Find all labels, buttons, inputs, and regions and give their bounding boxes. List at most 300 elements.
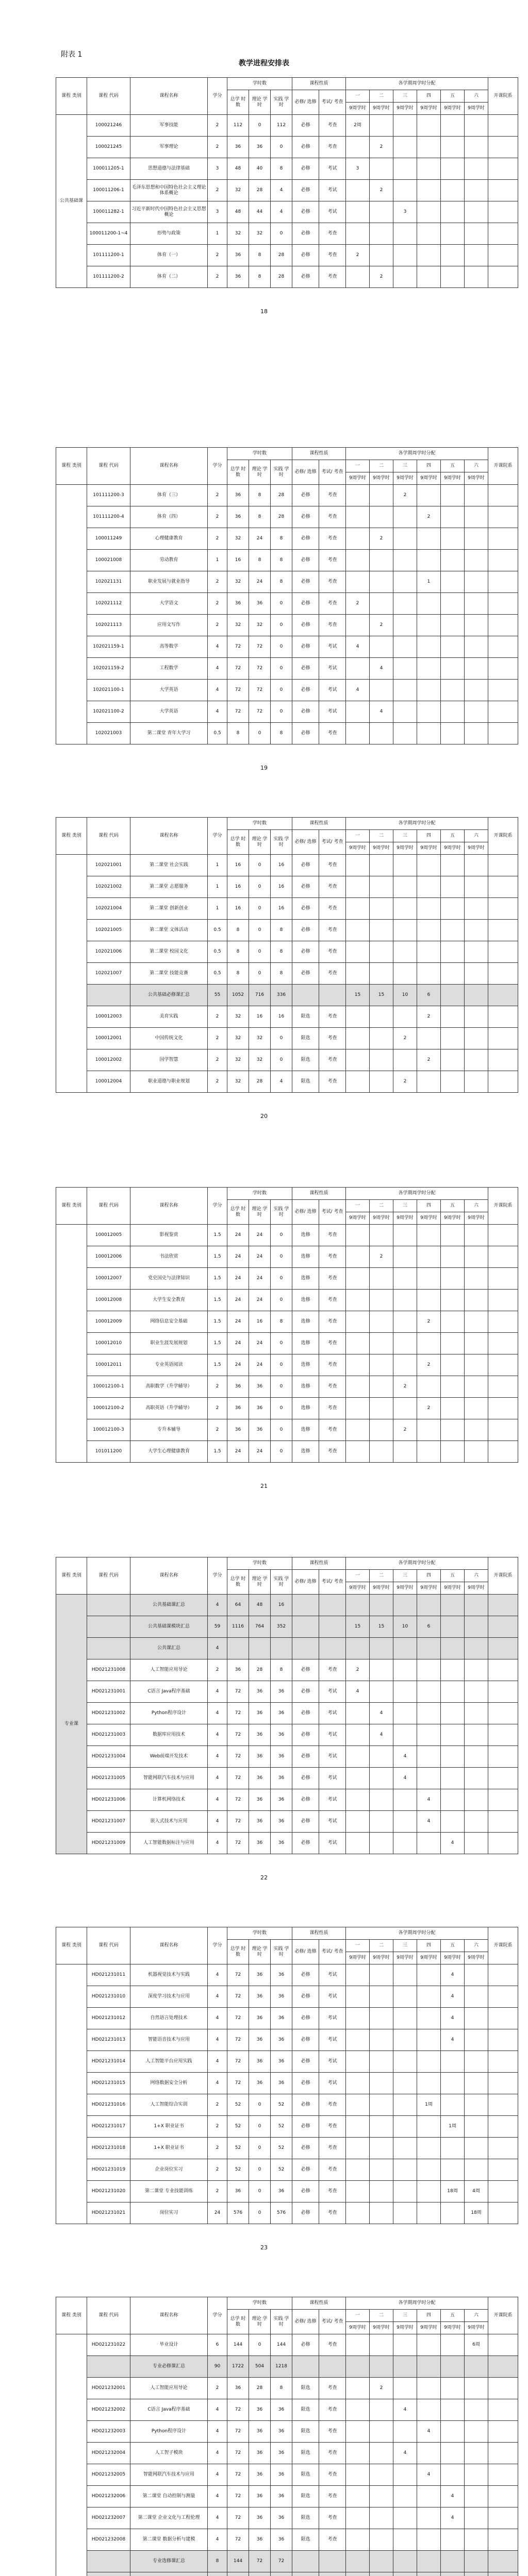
required-cell: 必修 (292, 2181, 319, 2202)
category-cell (56, 1964, 87, 2224)
semester-hours-cell (346, 2421, 370, 2443)
semester-hours-cell (465, 855, 488, 876)
theory-hours-cell: 72 (249, 680, 271, 701)
semester-hours-cell (417, 2159, 441, 2181)
semester-hours-cell (393, 115, 417, 137)
semester-hours-cell (346, 1833, 370, 1854)
remarks-cell (488, 680, 518, 701)
remarks-cell (488, 593, 518, 615)
semester-hours-cell (441, 941, 465, 963)
table-row (56, 1354, 518, 1376)
col-header-week-label: 9周学时 (393, 1212, 417, 1225)
course-code-cell: 102021002 (87, 876, 130, 898)
table-row (56, 2551, 518, 2572)
total-hours-cell: 36 (227, 1376, 249, 1398)
semester-hours-cell (346, 1049, 370, 1071)
semester-hours-cell (417, 658, 441, 680)
semester-hours-cell (465, 2073, 488, 2094)
theory-hours-cell: 36 (249, 1398, 271, 1419)
semester-hours-cell (417, 115, 441, 137)
course-code-cell: HD021232004 (87, 2443, 130, 2464)
table-row (56, 1028, 518, 1049)
credit-cell: 2 (208, 115, 227, 137)
practice-hours-cell: 8 (271, 2378, 292, 2399)
col-header-semester-number: 四 (417, 460, 441, 472)
theory-hours-cell: 0 (249, 898, 271, 920)
semester-hours-cell (465, 2486, 488, 2507)
semester-hours-cell (346, 1268, 370, 1290)
col-header-theory: 理论 学时 (249, 2310, 271, 2334)
exam-cell: 考试 (319, 2073, 346, 2094)
course-name-cell: Python程序设计 (130, 2421, 208, 2443)
semester-hours-cell (417, 2138, 441, 2159)
semester-hours-cell (417, 963, 441, 985)
required-cell (292, 2551, 319, 2572)
semester-hours-cell (370, 245, 393, 266)
credit-cell: 3 (208, 158, 227, 180)
practice-hours-cell: 36 (271, 2399, 292, 2421)
credit-cell: 59 (208, 1616, 227, 1638)
col-header-semester-number: 三 (393, 1570, 417, 1582)
semester-hours-cell: 2 (370, 615, 393, 636)
semester-hours-cell (393, 855, 417, 876)
course-code-cell: 100012004 (87, 1071, 130, 1093)
semester-hours-cell (465, 920, 488, 941)
total-hours-cell: 36 (227, 506, 249, 528)
remarks-cell (488, 1659, 518, 1681)
credit-cell: 2 (208, 2378, 227, 2399)
col-header-name: 课程名称 (130, 818, 208, 855)
practice-hours-cell: 52 (271, 2116, 292, 2138)
semester-hours-cell (393, 1049, 417, 1071)
credit-cell: 4 (208, 680, 227, 701)
col-header-week-label: 9周学时 (346, 1582, 370, 1595)
remarks-cell (488, 2094, 518, 2116)
table-row (56, 1311, 518, 1333)
semester-hours-cell (370, 2356, 393, 2378)
course-code-cell (87, 1595, 130, 1616)
col-header-week-label: 9周学时 (370, 1952, 393, 1964)
exam-cell: 考试 (319, 636, 346, 658)
course-code-cell: 100012100-1 (87, 1376, 130, 1398)
semester-hours-cell: 15 (370, 1616, 393, 1638)
credit-cell: 4 (208, 2051, 227, 2073)
table-row (56, 1986, 518, 2008)
exam-cell: 考试 (319, 2029, 346, 2051)
semester-hours-cell (465, 2464, 488, 2486)
theory-hours-cell: 16 (249, 1006, 271, 1028)
table-row (56, 1246, 518, 1268)
theory-hours-cell: 0 (249, 2334, 271, 2356)
semester-hours-cell (346, 137, 370, 158)
course-name-cell: 专业选修课汇总 (130, 2551, 208, 2572)
col-header-exam: 考试/ 考查 (319, 830, 346, 855)
remarks-cell (488, 2529, 518, 2551)
table-row (56, 2464, 518, 2486)
course-name-cell: 自然语言处理技术 (130, 2008, 208, 2029)
col-header-type: 课程性质 (292, 1188, 346, 1200)
semester-hours-cell (465, 1071, 488, 1093)
page-number: 18 (260, 308, 268, 315)
practice-hours-cell: 36 (271, 1833, 292, 1854)
theory-hours-cell: 24 (249, 1354, 271, 1376)
semester-hours-cell (393, 876, 417, 898)
course-code-cell: 100012001 (87, 1028, 130, 1049)
col-header-category: 课程 类别 (56, 448, 87, 485)
practice-hours-cell: 36 (271, 2421, 292, 2443)
required-cell: 必修 (292, 1659, 319, 1681)
credit-cell: 1 (208, 898, 227, 920)
remarks-cell (488, 137, 518, 158)
remarks-cell (488, 2551, 518, 2572)
exam-cell: 考查 (319, 2399, 346, 2421)
remarks-cell (488, 180, 518, 201)
course-name-cell: 人工智能应用导论 (130, 1659, 208, 1681)
course-name-cell: C语言 Java程序基础 (130, 1681, 208, 1703)
semester-hours-cell (441, 680, 465, 701)
col-header-semester-number: 一 (346, 830, 370, 842)
semester-hours-cell (370, 1638, 393, 1659)
credit-cell: 0.5 (208, 723, 227, 744)
practice-hours-cell: 36 (271, 2529, 292, 2551)
remarks-cell (488, 1703, 518, 1724)
required-cell: 必修 (292, 2073, 319, 2094)
semester-hours-cell (441, 571, 465, 593)
document-header (0, 0, 528, 72)
course-name-cell: 第二课堂 数据分析与建模 (130, 2529, 208, 2551)
required-cell: 必修 (292, 1789, 319, 1811)
total-hours-cell: 32 (227, 1028, 249, 1049)
semester-hours-cell (441, 1746, 465, 1768)
course-code-cell: HD021231022 (87, 2334, 130, 2356)
semester-hours-cell (393, 158, 417, 180)
semester-hours-cell (393, 1311, 417, 1333)
semester-hours-cell (370, 1028, 393, 1049)
col-header-week-label: 9周学时 (441, 2322, 465, 2334)
course-code-cell: 101111200-4 (87, 506, 130, 528)
required-cell: 必修 (292, 1724, 319, 1746)
required-cell: 必修 (292, 1964, 319, 1986)
theory-hours-cell: 72 (249, 658, 271, 680)
semester-hours-cell (465, 266, 488, 288)
semester-hours-cell (417, 2356, 441, 2378)
semester-hours-cell (370, 1398, 393, 1419)
table-row (56, 1703, 518, 1724)
col-header-semester-number: 六 (465, 460, 488, 472)
col-header-type: 课程性质 (292, 818, 346, 830)
remarks-cell (488, 2029, 518, 2051)
semester-hours-cell (370, 1071, 393, 1093)
semester-hours-cell (441, 1268, 465, 1290)
total-hours-cell: 24 (227, 1333, 249, 1354)
exam-cell: 考查 (319, 2334, 346, 2356)
schedule-page (56, 1557, 513, 1854)
semester-hours-cell (393, 1703, 417, 1724)
col-header-semesters: 各学期周学时分配 (346, 448, 488, 460)
exam-cell: 考试 (319, 680, 346, 701)
remarks-cell (488, 2138, 518, 2159)
required-cell (292, 2572, 319, 2576)
semester-hours-cell (441, 2073, 465, 2094)
exam-cell: 考查 (319, 1659, 346, 1681)
semester-hours-cell (441, 898, 465, 920)
col-header-week-label: 9周学时 (346, 1952, 370, 1964)
semester-hours-cell (393, 2008, 417, 2029)
exam-cell: 考查 (319, 1311, 346, 1333)
required-cell: 必修 (292, 593, 319, 615)
semester-hours-cell (346, 963, 370, 985)
semester-hours-cell (393, 1789, 417, 1811)
semester-hours-cell (465, 2443, 488, 2464)
col-header-type: 课程性质 (292, 78, 346, 90)
practice-hours-cell: 352 (271, 1616, 292, 1638)
semester-hours-cell (441, 528, 465, 550)
semester-hours-cell (441, 1724, 465, 1746)
col-header-required: 必修/ 选修 (292, 2310, 319, 2334)
semester-hours-cell (417, 1724, 441, 1746)
semester-hours-cell: 4 (346, 680, 370, 701)
col-header-week-label: 9周学时 (346, 1212, 370, 1225)
theory-hours-cell: 0 (249, 855, 271, 876)
semester-hours-cell (346, 723, 370, 744)
semester-hours-cell: 2 (370, 1246, 393, 1268)
theory-hours-cell: 0 (249, 2202, 271, 2224)
semester-hours-cell (370, 485, 393, 506)
course-name-cell: Python程序设计 (130, 1703, 208, 1724)
theory-hours-cell: 0 (249, 941, 271, 963)
semester-hours-cell (393, 701, 417, 723)
semester-hours-cell (441, 615, 465, 636)
course-name-cell: 公共基础课模块汇总 (130, 1616, 208, 1638)
col-header-total: 总学 时数 (227, 90, 249, 115)
col-header-semesters: 各学期周学时分配 (346, 2297, 488, 2310)
semester-hours-cell (441, 1071, 465, 1093)
semester-hours-cell (441, 2094, 465, 2116)
semester-hours-cell (465, 2094, 488, 2116)
col-header-required: 必修/ 选修 (292, 90, 319, 115)
semester-hours-cell (346, 1986, 370, 2008)
table-row (56, 2029, 518, 2051)
col-header-week-label: 9周学时 (465, 1952, 488, 1964)
remarks-cell (488, 571, 518, 593)
semester-hours-cell (441, 115, 465, 137)
theory-hours-cell: 36 (249, 1746, 271, 1768)
course-name-cell: 体育（一） (130, 245, 208, 266)
exam-cell (319, 1616, 346, 1638)
semester-hours-cell: 2 (393, 1028, 417, 1049)
semester-hours-cell (417, 2029, 441, 2051)
page-number: 19 (260, 765, 268, 771)
col-header-week-label: 9周学时 (465, 2322, 488, 2334)
semester-hours-cell (465, 1311, 488, 1333)
semester-hours-cell (417, 701, 441, 723)
col-header-semester-number: 六 (465, 1940, 488, 1952)
semester-hours-cell (441, 1225, 465, 1246)
semester-hours-cell (370, 2159, 393, 2181)
table-row (56, 2008, 518, 2029)
practice-hours-cell: 36 (271, 1703, 292, 1724)
semester-hours-cell: 4 (393, 1768, 417, 1789)
semester-hours-cell (370, 1376, 393, 1398)
semester-hours-cell (393, 2356, 417, 2378)
remarks-cell (488, 485, 518, 506)
remarks-cell (488, 2051, 518, 2073)
semester-hours-cell (370, 1419, 393, 1441)
schedule-table (56, 1187, 518, 1463)
exam-cell: 考查 (319, 2116, 346, 2138)
table-row (56, 615, 518, 636)
semester-hours-cell (417, 1268, 441, 1290)
exam-cell: 考查 (319, 1071, 346, 1093)
practice-hours-cell: 0 (271, 658, 292, 680)
table-row (56, 1071, 518, 1093)
course-code-cell: HD021231013 (87, 2029, 130, 2051)
course-code-cell: 100011249 (87, 528, 130, 550)
practice-hours-cell: 0 (271, 701, 292, 723)
semester-hours-cell (417, 2073, 441, 2094)
theory-hours-cell: 36 (249, 2443, 271, 2464)
credit-cell: 2 (208, 2159, 227, 2181)
practice-hours-cell: 0 (271, 1290, 292, 1311)
semester-hours-cell (346, 528, 370, 550)
semester-hours-cell (417, 2486, 441, 2507)
col-header-remarks: 开课院系 (488, 78, 518, 115)
semester-hours-cell (393, 506, 417, 528)
credit-cell: 4 (208, 658, 227, 680)
semester-hours-cell (417, 593, 441, 615)
theory-hours-cell: 36 (249, 1419, 271, 1441)
semester-hours-cell (393, 898, 417, 920)
semester-hours-cell: 4 (393, 2399, 417, 2421)
course-name-cell: 网络数据安全分析 (130, 2073, 208, 2094)
col-header-semester-number: 二 (370, 460, 393, 472)
remarks-cell (488, 115, 518, 137)
required-cell: 必修 (292, 1833, 319, 1854)
col-header-credit: 学分 (208, 1188, 227, 1225)
semester-hours-cell (417, 2334, 441, 2356)
theory-hours-cell: 48 (249, 1595, 271, 1616)
semester-hours-cell (370, 2334, 393, 2356)
total-hours-cell: 72 (227, 2008, 249, 2029)
course-code-cell: HD021231018 (87, 2138, 130, 2159)
semester-hours-cell (465, 201, 488, 223)
table-row (56, 1681, 518, 1703)
exam-cell (319, 2356, 346, 2378)
col-header-name: 课程名称 (130, 448, 208, 485)
semester-hours-cell (370, 1006, 393, 1028)
course-name-cell: 大学英语 (130, 701, 208, 723)
course-code-cell: 102021005 (87, 920, 130, 941)
semester-hours-cell (393, 2029, 417, 2051)
col-header-code: 课程 代码 (87, 1188, 130, 1225)
course-name-cell: 网络信息安全基础 (130, 1311, 208, 1333)
semester-hours-cell (417, 2572, 441, 2576)
table-row (56, 1789, 518, 1811)
col-header-total: 总学 时数 (227, 830, 249, 855)
practice-hours-cell: 52 (271, 2094, 292, 2116)
semester-hours-cell (441, 723, 465, 744)
required-cell: 必修 (292, 876, 319, 898)
col-header-required: 必修/ 选修 (292, 1940, 319, 1964)
col-header-semester-number: 三 (393, 1200, 417, 1212)
document-title: 教学进程安排表 (239, 59, 289, 67)
course-name-cell: 智能语音技术与应用 (130, 2029, 208, 2051)
course-name-cell: 思想道德与法律基础 (130, 158, 208, 180)
remarks-cell (488, 723, 518, 744)
col-header-category: 课程 类别 (56, 818, 87, 855)
col-header-remarks: 开课院系 (488, 1927, 518, 1964)
semester-hours-cell (346, 1354, 370, 1376)
semester-hours-cell (417, 1376, 441, 1398)
semester-hours-cell (370, 1681, 393, 1703)
theory-hours-cell: 28 (249, 180, 271, 201)
semester-hours-cell (417, 2551, 441, 2572)
course-code-cell: HD021231020 (87, 2181, 130, 2202)
semester-hours-cell (370, 1746, 393, 1768)
semester-hours-cell (346, 2051, 370, 2073)
practice-hours-cell: 0 (271, 1354, 292, 1376)
table-row (56, 723, 518, 744)
course-code-cell: 100011282-1 (87, 201, 130, 223)
exam-cell: 考查 (319, 2421, 346, 2443)
required-cell (292, 1616, 319, 1638)
theory-hours-cell: 36 (249, 2464, 271, 2486)
credit-cell: 3 (208, 201, 227, 223)
theory-hours-cell (249, 1638, 271, 1659)
semester-hours-cell: 4 (417, 2421, 441, 2443)
required-cell: 必修 (292, 920, 319, 941)
col-header-code: 课程 代码 (87, 2297, 130, 2334)
theory-hours-cell: 36 (249, 137, 271, 158)
practice-hours-cell: 4 (271, 201, 292, 223)
theory-hours-cell: 24 (249, 1333, 271, 1354)
exam-cell: 考试 (319, 201, 346, 223)
required-cell: 必修 (292, 963, 319, 985)
exam-cell: 考查 (319, 2529, 346, 2551)
semester-hours-cell (370, 1595, 393, 1616)
credit-cell: 2 (208, 1071, 227, 1093)
semester-hours-cell (393, 1986, 417, 2008)
semester-hours-cell (441, 1681, 465, 1703)
semester-hours-cell (370, 1290, 393, 1311)
semester-hours-cell: 18周 (465, 2202, 488, 2224)
semester-hours-cell (417, 528, 441, 550)
course-name-cell: 人工智能数据标注与应用 (130, 1833, 208, 1854)
col-header-week-label: 9周学时 (393, 842, 417, 855)
semester-hours-cell (465, 180, 488, 201)
col-header-hours: 学时数 (227, 1188, 292, 1200)
exam-cell: 考查 (319, 571, 346, 593)
semester-hours-cell (417, 1964, 441, 1986)
semester-hours-cell: 15 (346, 985, 370, 1006)
table-row (56, 2202, 518, 2224)
exam-cell: 考试 (319, 658, 346, 680)
semester-hours-cell (393, 1290, 417, 1311)
col-header-theory: 理论 学时 (249, 1570, 271, 1595)
remarks-cell (488, 2181, 518, 2202)
col-header-week-label: 9周学时 (346, 842, 370, 855)
required-cell: 必修 (292, 180, 319, 201)
page-number: 22 (260, 1874, 268, 1881)
table-row (56, 1811, 518, 1833)
semester-hours-cell (417, 1441, 441, 1463)
col-header-total: 总学 时数 (227, 1200, 249, 1225)
semester-hours-cell (417, 1681, 441, 1703)
semester-hours-cell (441, 1398, 465, 1419)
semester-hours-cell (393, 636, 417, 658)
semester-hours-cell (441, 658, 465, 680)
semester-hours-cell: 4 (346, 636, 370, 658)
